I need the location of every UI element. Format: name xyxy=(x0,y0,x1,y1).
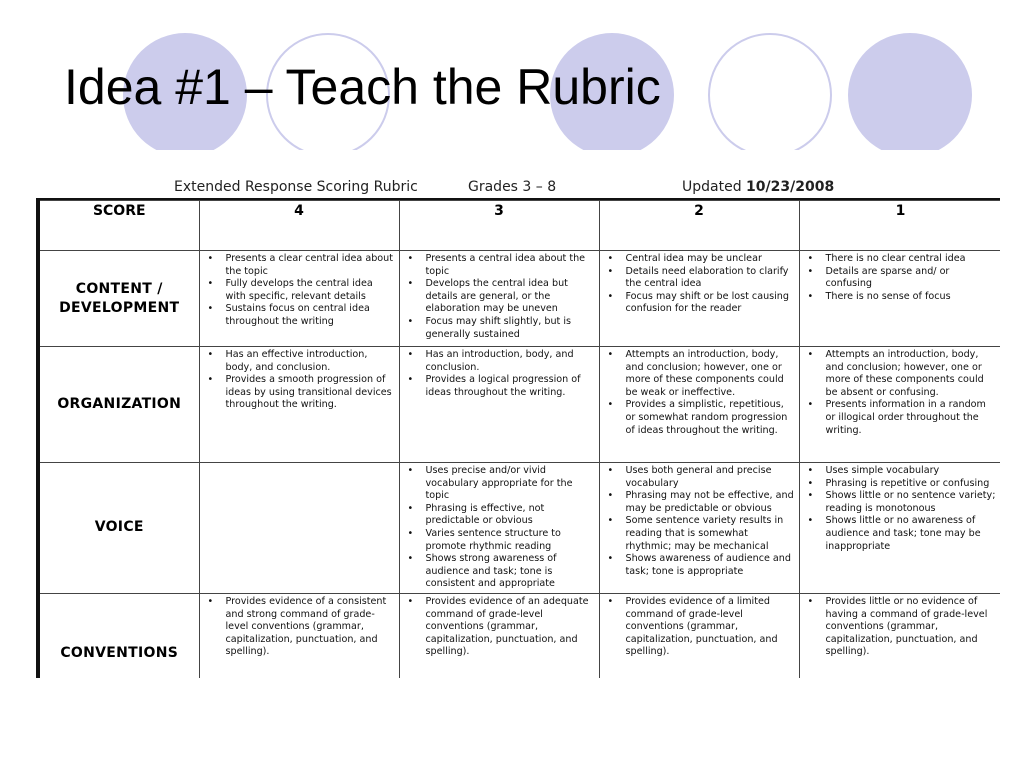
descriptor-item: • Phrasing may not be effective, and may be predictable or obvious xyxy=(604,490,795,515)
criterion-label-line: VOICE xyxy=(94,519,144,536)
rubric-cell xyxy=(399,463,599,594)
updated-label: Updated xyxy=(682,179,742,195)
rubric-cell xyxy=(799,347,1000,463)
rubric-cell xyxy=(599,251,799,347)
descriptor-list xyxy=(604,596,795,659)
organization-row xyxy=(38,347,1000,463)
criterion-label-line: CONVENTIONS xyxy=(60,644,179,661)
descriptor-list xyxy=(404,465,595,591)
descriptor-item: • Shows little or no awareness of audience and task; tone may be inappropriate xyxy=(804,515,998,553)
descriptor-item: • Provides evidence of a limited command of grade-level conventions (grammar, capitalization, punctuation, and spelling). xyxy=(604,596,795,659)
descriptor-list xyxy=(204,596,395,659)
descriptor-list xyxy=(604,465,795,578)
criterion-label xyxy=(38,251,199,347)
rubric-cell xyxy=(199,593,399,678)
updated-date: 10/23/2008 xyxy=(746,179,835,195)
criterion-label xyxy=(38,463,199,594)
descriptor-list xyxy=(604,349,795,437)
rubric-header xyxy=(36,177,1000,199)
rubric-table xyxy=(36,200,1000,678)
descriptor-item: • Varies sentence structure to promote rhythmic reading xyxy=(404,528,595,553)
descriptor-item: • Presents a clear central idea about the topic xyxy=(204,253,395,278)
decor-circle xyxy=(848,33,972,150)
descriptor-item: • Uses precise and/or vivid vocabulary appropriate for the topic xyxy=(404,465,595,503)
score-label: SCORE xyxy=(38,201,199,251)
descriptor-list xyxy=(404,596,595,659)
descriptor-item: • Details are sparse and/ or confusing xyxy=(804,266,998,291)
descriptor-item: • Uses both general and precise vocabulary xyxy=(604,465,795,490)
descriptor-item: • Sustains focus on central idea throughout the writing xyxy=(204,303,395,328)
decor-circle xyxy=(708,33,832,150)
descriptor-item: • There is no sense of focus xyxy=(804,291,998,304)
rubric-cell xyxy=(399,251,599,347)
rubric-cell xyxy=(799,593,1000,678)
descriptor-item: • Phrasing is repetitive or confusing xyxy=(804,478,998,491)
rubric-cell xyxy=(599,347,799,463)
descriptor-item: • Some sentence variety results in reading that is somewhat rhythmic; may be mechanical xyxy=(604,515,795,553)
criterion-label-line: CONTENT / xyxy=(75,280,163,297)
score-2: 2 xyxy=(599,201,799,251)
rubric-title: Extended Response Scoring Rubric xyxy=(174,179,418,195)
descriptor-item: • Provides a smooth progression of ideas by using transitional devices throughout the writing. xyxy=(204,374,395,412)
score-header-row xyxy=(38,201,1000,251)
descriptor-list xyxy=(804,596,998,659)
descriptor-item: • Develops the central idea but details are general, or the elaboration may be uneven xyxy=(404,278,595,316)
rubric-cell xyxy=(599,593,799,678)
descriptor-list xyxy=(604,253,795,316)
descriptor-item: • Shows awareness of audience and task; tone is appropriate xyxy=(604,553,795,578)
descriptor-item: • Phrasing is effective, not predictable or obvious xyxy=(404,503,595,528)
rubric-cell xyxy=(199,463,399,594)
descriptor-item: • Attempts an introduction, body, and conclusion; however, one or more of these components could be absent or confusing. xyxy=(804,349,998,399)
descriptor-item: • Has an effective introduction, body, and conclusion. xyxy=(204,349,395,374)
criterion-label-line: DEVELOPMENT xyxy=(59,299,180,316)
descriptor-item: • Provides little or no evidence of having a command of grade-level conventions (grammar, capitalization, punctuation, and spelling). xyxy=(804,596,998,659)
descriptor-item: • Uses simple vocabulary xyxy=(804,465,998,478)
descriptor-list xyxy=(804,465,998,553)
descriptor-item: • There is no clear central idea xyxy=(804,253,998,266)
descriptor-item: • Provides evidence of an adequate command of grade-level conventions (grammar, capitalization, punctuation, and spelling). xyxy=(404,596,595,659)
rubric-cell xyxy=(599,463,799,594)
descriptor-item: • Provides evidence of a consistent and strong command of grade-level conventions (grammar, capitalization, punctuation, and spelling). xyxy=(204,596,395,659)
criterion-label xyxy=(38,347,199,463)
descriptor-item: • Focus may shift slightly, but is generally sustained xyxy=(404,316,595,341)
descriptor-list xyxy=(804,349,998,437)
rubric-cell xyxy=(799,463,1000,594)
descriptor-item: • Presents information in a random or illogical order throughout the writing. xyxy=(804,399,998,437)
descriptor-item: • Provides a simplistic, repetitious, or somewhat random progression of ideas throughout the writing. xyxy=(604,399,795,437)
conventions-row xyxy=(38,593,1000,678)
descriptor-item: • Presents a central idea about the topic xyxy=(404,253,595,278)
slide-title: Idea #1 – Teach the Rubric xyxy=(64,59,661,115)
descriptor-item: • Shows strong awareness of audience and task; tone is consistent and appropriate xyxy=(404,553,595,591)
descriptor-item: • Fully develops the central idea with specific, relevant details xyxy=(204,278,395,303)
rubric-cell xyxy=(199,347,399,463)
score-3: 3 xyxy=(399,201,599,251)
descriptor-item: • Provides a logical progression of ideas throughout the writing. xyxy=(404,374,595,399)
content-development-row xyxy=(38,251,1000,347)
descriptor-item: • Details need elaboration to clarify the central idea xyxy=(604,266,795,291)
criterion-label-line: ORGANIZATION xyxy=(57,396,182,412)
descriptor-item: • Central idea may be unclear xyxy=(604,253,795,266)
rubric-cell xyxy=(399,347,599,463)
descriptor-item: • Shows little or no sentence variety; reading is monotonous xyxy=(804,490,998,515)
descriptor-item: • Focus may shift or be lost causing confusion for the reader xyxy=(604,291,795,316)
descriptor-list xyxy=(204,349,395,412)
rubric-cell xyxy=(199,251,399,347)
rubric-table-container xyxy=(36,198,1000,678)
descriptor-list xyxy=(804,253,998,303)
voice-row xyxy=(38,463,1000,594)
descriptor-list xyxy=(404,253,595,341)
criterion-label xyxy=(38,593,199,678)
rubric-grades: Grades 3 – 8 xyxy=(468,179,557,195)
descriptor-list xyxy=(204,253,395,329)
descriptor-item: • Attempts an introduction, body, and conclusion; however, one or more of these components could be weak or ineffective. xyxy=(604,349,795,399)
descriptor-list xyxy=(404,349,595,399)
rubric-cell xyxy=(399,593,599,678)
descriptor-item: • Has an introduction, body, and conclusion. xyxy=(404,349,595,374)
score-1: 1 xyxy=(799,201,1000,251)
rubric-cell xyxy=(799,251,1000,347)
rubric-updated xyxy=(682,179,834,195)
score-4: 4 xyxy=(199,201,399,251)
